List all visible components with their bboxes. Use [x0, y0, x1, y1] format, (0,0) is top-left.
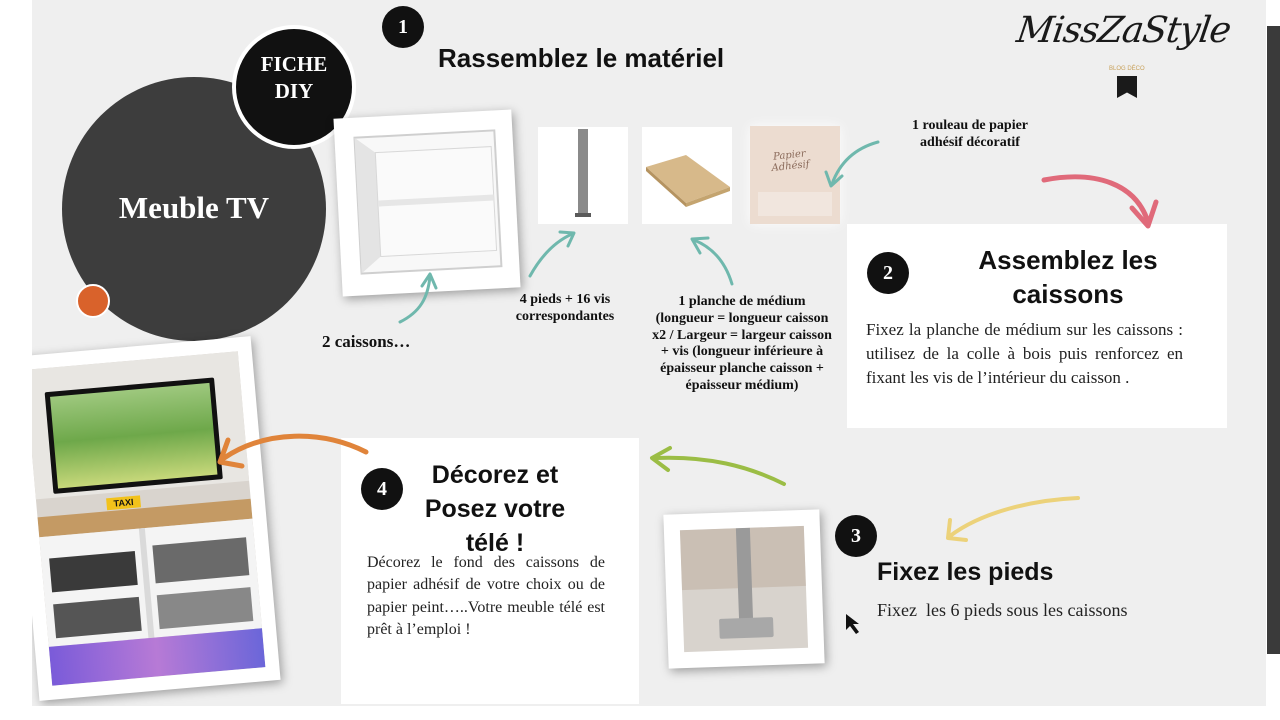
badge-line1: FICHE [260, 52, 328, 76]
taxi-sign: TAXI [106, 495, 141, 510]
arrows-layer [32, 0, 1266, 706]
planche-arrow-icon [692, 238, 732, 284]
papier-adhesif-label: Papier Adhésif [771, 148, 811, 174]
logo-sub: BLOG DÉCO [1109, 66, 1145, 72]
step2-text: Fixez la planche de médium sur les caissons : utilisez de la colle à bois puis renforcez en fixant les vis de l’intérieur du caisson . [866, 320, 1183, 388]
papier-caption: 1 rouleau de papier adhésif décoratif [911, 118, 1029, 150]
slide [32, 0, 1266, 706]
step2-title: Assemblez les caissons [978, 245, 1158, 309]
step3-text: Fixez les 6 pieds sous les caissons [877, 600, 1128, 620]
step1-title: Rassemblez le matériel [438, 43, 725, 73]
caissons-caption: 2 caissons… [322, 332, 411, 351]
papier-arrow-icon [826, 142, 878, 186]
pieds-caption: 4 pieds + 16 vis correspondantes [515, 292, 615, 324]
step4-number: 4 [361, 468, 403, 510]
edge-bar [1267, 26, 1280, 654]
step2-number: 2 [867, 252, 909, 294]
pieds-arrow-icon [530, 232, 574, 276]
step3-title: Fixez les pieds [877, 558, 1054, 586]
step2-arrow-icon [1044, 177, 1156, 226]
logo-script: MissZaStyle [1014, 10, 1233, 51]
step4-title: Décorez et Posez votre télé ! [424, 461, 566, 557]
planche-caption: 1 planche de médium (longueur = longueur caisson x2 / Largeur = largeur caisson + vis (longueur inférieure à épaisseur planche caisson + épaisseur médium) [652, 294, 832, 393]
step4-text: Décorez le fond des caissons de papier adhésif de votre choix ou de papier peint…..Votre meuble télé est prêt à l’emploi ! [367, 554, 605, 639]
step1-number: 1 [382, 6, 424, 48]
caissons-arrow-icon [400, 274, 436, 322]
page-title: Meuble TV [118, 190, 270, 225]
step4-arrow-icon [652, 448, 784, 484]
result-arrow-icon [220, 436, 366, 466]
step3-arrow-icon [948, 498, 1078, 540]
badge-line2: DIY [274, 79, 314, 103]
step3-number: 3 [835, 515, 877, 557]
